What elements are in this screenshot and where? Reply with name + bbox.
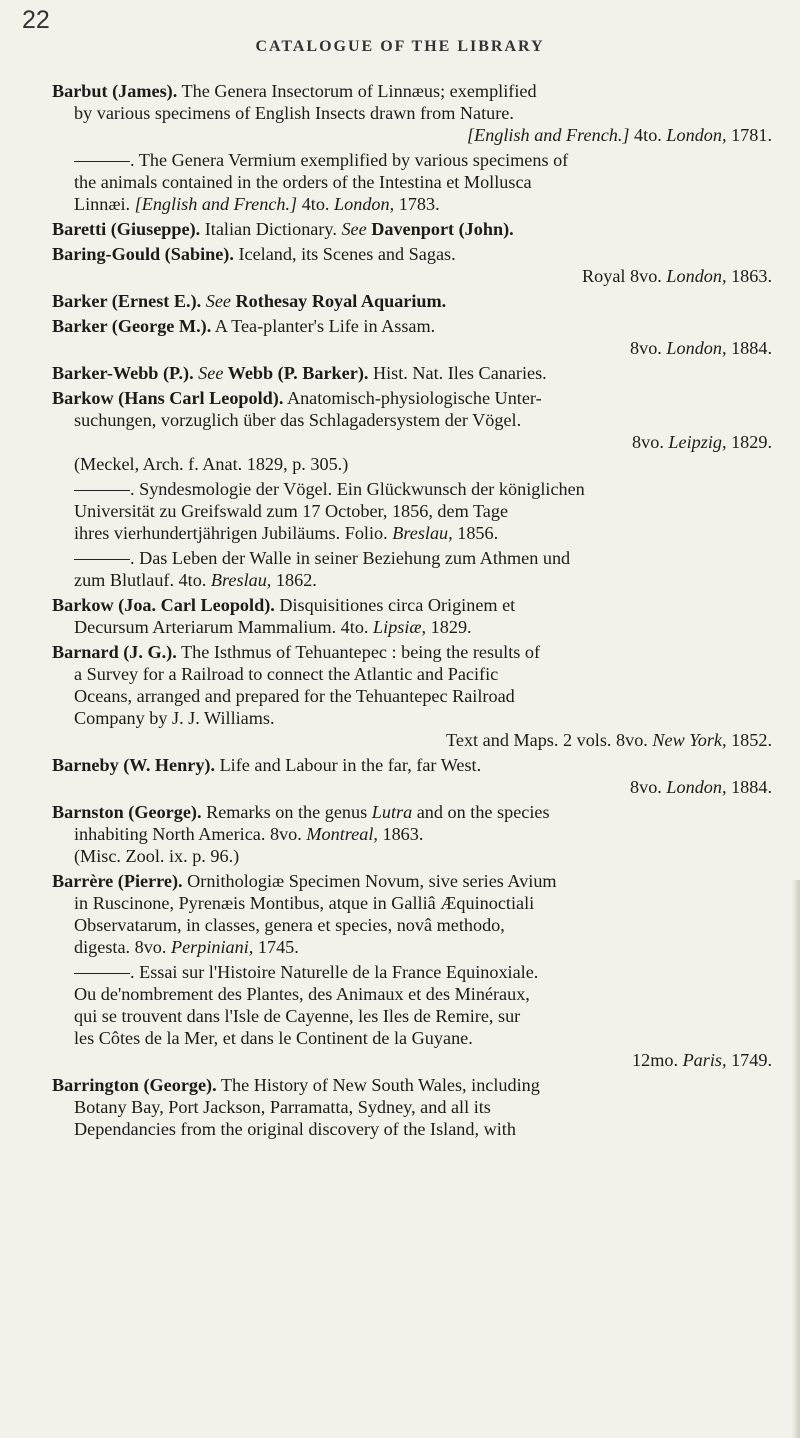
ditto-dash <box>74 161 130 162</box>
entry-text: Iceland, its Scenes and Sagas. <box>233 244 456 264</box>
entry-text: Decursum Arteriarum Mammalium. 4to. <box>74 617 374 637</box>
entry-text: (Meckel, Arch. f. Anat. 1829, p. 305.) <box>74 454 349 474</box>
entry-text: qui se trouvent dans l'Isle de Cayenne, les Iles de Remire, sur <box>74 1006 521 1026</box>
entry-italic-text: Breslau, <box>210 570 272 590</box>
entry-line <box>52 243 772 265</box>
entry-text: 8vo. <box>630 338 667 358</box>
entry-italic-text: Perpiniani, <box>171 937 254 957</box>
entry-line <box>52 431 772 453</box>
entry-line <box>52 453 772 475</box>
entry-line <box>52 663 772 685</box>
entry-heading: Barker (Ernest E.). <box>52 291 202 311</box>
entry-text: 1884. <box>726 777 772 797</box>
entry-heading: Barkow (Hans Carl Leopold). <box>52 388 284 408</box>
entry-text: 4to. <box>297 194 335 214</box>
entry-text: A Tea-planter's Life in Assam. <box>211 316 436 336</box>
entry-italic-text: See <box>198 363 224 383</box>
entry-line <box>52 776 772 798</box>
entry-text: 1856. <box>452 523 499 543</box>
catalogue-entry <box>52 870 772 958</box>
entry-text: . The Genera Vermium exemplified by various specimens of <box>130 150 569 170</box>
entry-text: 1783. <box>394 194 440 214</box>
catalogue-entries <box>52 80 772 1143</box>
entry-text: Oceans, arranged and prepared for the Tehuantepec Railroad <box>74 686 515 706</box>
entry-text: . Das Leben der Walle in seiner Beziehung zum Athmen und <box>130 548 571 568</box>
entry-line <box>52 1005 772 1027</box>
entry-heading: Barnard (J. G.). <box>52 642 177 662</box>
entry-italic-text: See <box>205 291 231 311</box>
entry-text: The Genera Insectorum of Linnæus; exemplified <box>177 81 537 101</box>
catalogue-entry <box>52 594 772 638</box>
entry-heading: Davenport (John). <box>366 219 514 239</box>
entry-line <box>52 1027 772 1049</box>
entry-italic-text: Lipsiæ, <box>373 617 427 637</box>
entry-line <box>52 594 772 616</box>
entry-line <box>52 616 772 638</box>
entry-italic-text: Breslau, <box>392 523 453 543</box>
catalogue-entry <box>52 961 772 1071</box>
entry-line <box>52 754 772 776</box>
entry-text: Ornithologiæ Specimen Novum, sive series Avium <box>182 871 557 891</box>
entry-line <box>52 362 772 384</box>
entry-line <box>52 149 772 171</box>
entry-italic-text: London, <box>666 266 727 286</box>
entry-text: Royal 8vo. <box>582 266 667 286</box>
entry-heading: Baretti (Giuseppe). <box>52 219 201 239</box>
entry-text: Ou de'nombrement des Plantes, des Animaux et des Minéraux, <box>74 984 530 1004</box>
catalogue-entry <box>52 754 772 798</box>
entry-line <box>52 823 772 845</box>
entry-heading: Barkow (Joa. Carl Leopold). <box>52 595 275 615</box>
entry-text: Hist. Nat. Iles Canaries. <box>368 363 547 383</box>
entry-text: Life and Labour in the far, far West. <box>215 755 482 775</box>
entry-line <box>52 218 772 240</box>
entry-heading: Barker (George M.). <box>52 316 212 336</box>
catalogue-entry <box>52 1074 772 1140</box>
entry-line <box>52 193 772 215</box>
entry-text: Company by J. J. Williams. <box>74 708 275 728</box>
entry-line <box>52 641 772 663</box>
entry-line <box>52 729 772 751</box>
entry-line <box>52 936 772 958</box>
entry-text: and on the species <box>412 802 550 822</box>
entry-text: les Côtes de la Mer, et dans le Continent de la Guyane. <box>74 1028 473 1048</box>
entry-line <box>52 102 772 124</box>
entry-text: 1863. <box>726 266 772 286</box>
catalogue-entry <box>52 801 772 867</box>
entry-line <box>52 124 772 146</box>
entry-line <box>52 547 772 569</box>
ditto-dash <box>74 559 130 560</box>
catalogue-entry <box>52 218 772 240</box>
catalogue-entry <box>52 547 772 591</box>
entry-text: by various specimens of English Insects drawn from Nature. <box>74 103 514 123</box>
entry-line <box>52 500 772 522</box>
entry-heading: Barrington (George). <box>52 1075 217 1095</box>
entry-line <box>52 1096 772 1118</box>
entry-heading: Rothesay Royal Aquarium. <box>230 291 447 311</box>
entry-heading: Barneby (W. Henry). <box>52 755 216 775</box>
entry-heading: Barnston (George). <box>52 802 202 822</box>
entry-line <box>52 1118 772 1140</box>
entry-italic-text: Leipzig, <box>668 432 727 452</box>
entry-line <box>52 522 772 544</box>
entry-text: Linnæi. <box>74 194 135 214</box>
entry-text: (Misc. Zool. ix. p. 96.) <box>74 846 240 866</box>
entry-text: Disquisitiones circa Originem et <box>274 595 516 615</box>
entry-italic-text: Montreal, <box>306 824 378 844</box>
entry-italic-text: London, <box>666 338 727 358</box>
catalogue-entry <box>52 243 772 287</box>
entry-text: The Isthmus of Tehuantepec : being the results of <box>176 642 541 662</box>
entry-line <box>52 707 772 729</box>
entry-italic-text: New York, <box>652 730 727 750</box>
entry-text: 12mo. <box>632 1050 683 1070</box>
entry-line <box>52 983 772 1005</box>
entry-heading: Barker-Webb (P.). <box>52 363 194 383</box>
entry-line <box>52 409 772 431</box>
entry-text: 1781. <box>726 125 772 145</box>
entry-text: Text and Maps. 2 vols. 8vo. <box>446 730 653 750</box>
catalogue-entry <box>52 290 772 312</box>
entry-text: zum Blutlauf. 4to. <box>74 570 211 590</box>
entry-line <box>52 387 772 409</box>
entry-italic-text: London, <box>334 194 395 214</box>
entry-line <box>52 290 772 312</box>
entry-italic-text: [English and French.] <box>467 125 630 145</box>
entry-italic-text: Paris, <box>682 1050 727 1070</box>
entry-text: 1863. <box>377 824 424 844</box>
entry-text: . Essai sur l'Histoire Naturelle de la France Equinoxiale. <box>130 962 539 982</box>
entry-text: inhabiting North America. 8vo. <box>74 824 307 844</box>
entry-italic-text: London, <box>666 125 727 145</box>
entry-text: 1862. <box>271 570 317 590</box>
entry-heading: Webb (P. Barker). <box>223 363 369 383</box>
entry-line <box>52 914 772 936</box>
entry-heading: Barrère (Pierre). <box>52 871 183 891</box>
entry-text: ihres vierhundertjährigen Jubiläums. Folio. <box>74 523 393 543</box>
catalogue-entry <box>52 641 772 751</box>
entry-italic-text: London, <box>666 777 727 797</box>
entry-heading: Barbut (James). <box>52 81 178 101</box>
entry-text: 1749. <box>726 1050 772 1070</box>
page-number: 22 <box>22 6 50 34</box>
entry-text: 1852. <box>726 730 772 750</box>
ditto-dash <box>74 490 130 491</box>
entry-text: 1745. <box>253 937 299 957</box>
entry-text: 1829. <box>426 617 472 637</box>
entry-text: 1884. <box>726 338 772 358</box>
entry-italic-text: [English and French.] <box>134 194 298 214</box>
catalogue-entry <box>52 149 772 215</box>
catalogue-entry <box>52 80 772 146</box>
catalogue-entry <box>52 315 772 359</box>
entry-text: Botany Bay, Port Jackson, Parramatta, Sydney, and all its <box>74 1097 491 1117</box>
entry-text: digesta. 8vo. <box>74 937 171 957</box>
entry-text: the animals contained in the orders of the Intestina et Mollusca <box>74 172 532 192</box>
entry-text: Remarks on the genus <box>201 802 372 822</box>
scan-shadow <box>792 880 800 1438</box>
entry-text: Universität zu Greifswald zum 17 October, 1856, dem Tage <box>74 501 509 521</box>
entry-line <box>52 961 772 983</box>
entry-text: Dependancies from the original discovery of the Island, with <box>74 1119 516 1139</box>
entry-line <box>52 569 772 591</box>
entry-text: 4to. <box>629 125 667 145</box>
entry-text: 8vo. <box>632 432 669 452</box>
catalogue-entry <box>52 387 772 475</box>
entry-italic-text: See <box>341 219 367 239</box>
entry-text: 8vo. <box>630 777 667 797</box>
entry-line <box>52 801 772 823</box>
entry-text: Italian Dictionary. <box>200 219 342 239</box>
entry-line <box>52 80 772 102</box>
entry-heading: Baring-Gould (Sabine). <box>52 244 234 264</box>
catalogue-entry <box>52 478 772 544</box>
entry-line <box>52 892 772 914</box>
running-head: CATALOGUE OF THE LIBRARY <box>255 38 545 55</box>
entry-italic-text: Lutra <box>371 802 413 822</box>
entry-text: Observatarum, in classes, genera et species, novâ methodo, <box>74 915 505 935</box>
entry-line <box>52 1049 772 1071</box>
entry-text: 1829. <box>726 432 772 452</box>
entry-text: The History of New South Wales, including <box>216 1075 540 1095</box>
entry-line <box>52 870 772 892</box>
entry-line <box>52 1074 772 1096</box>
entry-text: a Survey for a Railroad to connect the Atlantic and Pacific <box>74 664 499 684</box>
entry-text: suchungen, vorzuglich über das Schlagadersystem der Vögel. <box>74 410 522 430</box>
entry-text: . Syndesmologie der Vögel. Ein Glückwunsch der königlichen <box>130 479 585 499</box>
entry-line <box>52 685 772 707</box>
entry-line <box>52 171 772 193</box>
entry-line <box>52 845 772 867</box>
entry-line <box>52 315 772 337</box>
entry-text: in Ruscinone, Pyrenæis Montibus, atque in Galliâ Æquinoctiali <box>74 893 535 913</box>
entry-line <box>52 478 772 500</box>
entry-text: Anatomisch-physiologische Unter- <box>283 388 542 408</box>
entry-line <box>52 337 772 359</box>
ditto-dash <box>74 973 130 974</box>
catalogue-entry <box>52 362 772 384</box>
entry-line <box>52 265 772 287</box>
